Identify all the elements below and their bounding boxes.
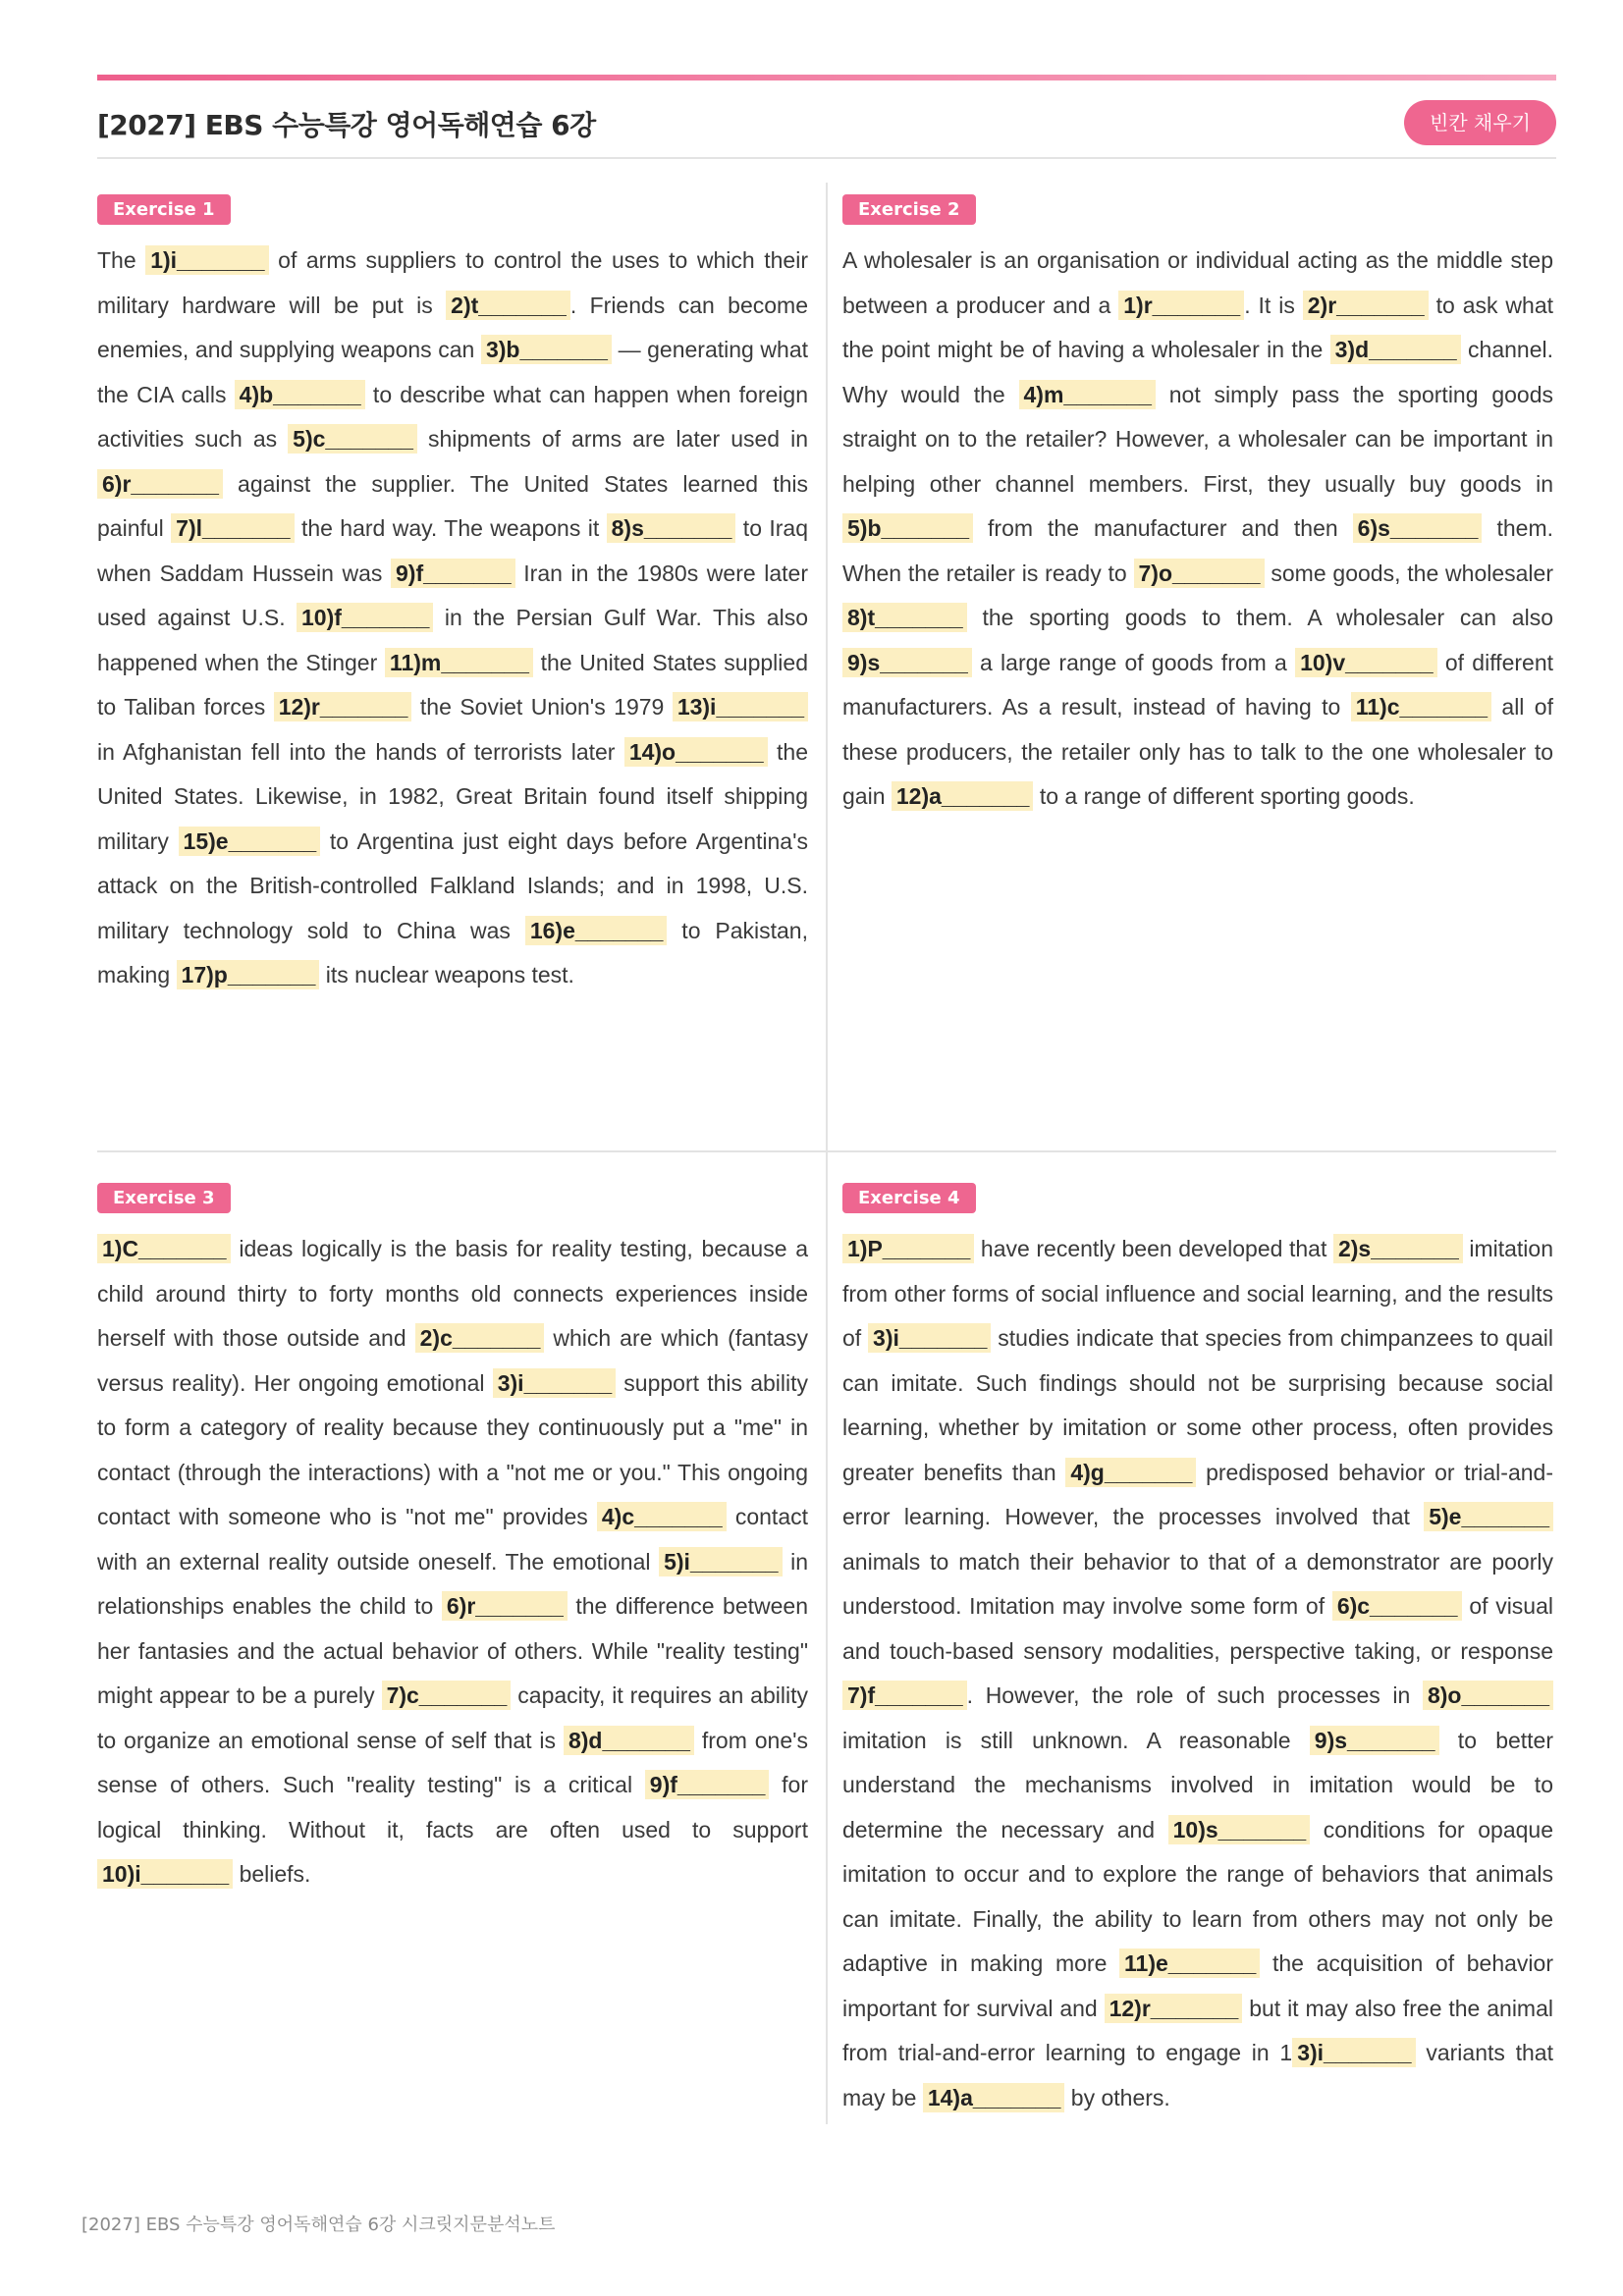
blank-field[interactable]: 14)o_______: [624, 737, 768, 767]
passage-text: imitation is still unknown. A reasonable: [842, 1727, 1310, 1753]
passage-text: conditions for opaque imitation to occur and to explore the range of behaviors that animals can imitate. Finally, the ability to learn from others may not only be adaptive in making more: [842, 1816, 1554, 1976]
blank-field[interactable]: 5)e_______: [1424, 1502, 1553, 1531]
page-footer: [2027] EBS 수능특강 영어독해연습 6강 시크릿지문분석노트: [81, 2215, 556, 2235]
blank-field[interactable]: 9)f_______: [391, 559, 515, 588]
exercise-passage: [842, 239, 1553, 820]
passage-text: A wholesaler is an organisation or individual acting as the middle step between a producer and a: [842, 247, 1553, 318]
blank-field[interactable]: 3)b_______: [481, 335, 612, 364]
passage-text: to Argentina just eight days before Argentina's attack on the British-controlled Falkland Islands; and in 1998, U.S. military technology sold to China was: [97, 828, 808, 943]
passage-text: imitation from other forms of social influence and social learning, and the results of: [842, 1236, 1553, 1351]
blank-field[interactable]: 7)f_______: [842, 1681, 967, 1710]
passage-text: The: [97, 247, 146, 273]
passage-text: from one's sense of others. Such "reality testing" is a critical: [97, 1727, 809, 1797]
blank-field[interactable]: 6)c_______: [1332, 1591, 1462, 1621]
passage-text: have recently been developed that: [974, 1236, 1333, 1261]
blank-field[interactable]: 6)r_______: [97, 469, 223, 499]
blank-field[interactable]: 3)i_______: [1292, 2038, 1415, 2067]
blank-field[interactable]: 10)f_______: [297, 603, 433, 632]
passage-text: Iran in the 1980s were later used against U.S.: [97, 560, 808, 630]
blank-field[interactable]: 2)t_______: [446, 291, 570, 320]
passage-text: predisposed behavior or trial-and-error learning. However, the processes involved that: [842, 1459, 1553, 1529]
blank-field[interactable]: 11)m_______: [385, 648, 533, 677]
passage-text: the United States. Likewise, in 1982, Great Britain found itself shipping military: [97, 738, 808, 854]
blank-field[interactable]: 3)d_______: [1330, 335, 1461, 364]
passage-text: them. When the retailer is ready to: [842, 515, 1553, 586]
passage-text: contact with an external reality outside oneself. The emotional: [97, 1504, 808, 1575]
blank-field[interactable]: 6)s_______: [1353, 513, 1483, 543]
passage-text: support this ability to form a category of reality because they continuously put a "me" in contact (through the interactions) with a "not me or you." This ongoing contact with someone who is "not me" provides: [97, 1369, 808, 1529]
page-title: [2027] EBS 수능특강 영어독해연습 6강: [97, 109, 596, 141]
blank-field[interactable]: 9)f_______: [645, 1770, 770, 1799]
blank-field[interactable]: 11)e_______: [1119, 1949, 1260, 1978]
passage-text: its nuclear weapons test.: [319, 962, 574, 988]
passage-text: the Soviet Union's 1979: [411, 694, 673, 720]
passage-text: not simply pass the sporting goods straight on to the retailer? However, a wholesaler can be important in helping other channel members. First, they usually buy goods in: [842, 381, 1553, 497]
exercise-label: Exercise 3: [97, 1183, 231, 1213]
passage-text: — generating what the CIA calls: [97, 337, 809, 407]
passage-text: from the manufacturer and then: [973, 515, 1353, 541]
fill-blank-tag[interactable]: 빈칸 채우기: [1404, 100, 1556, 145]
blank-field[interactable]: 10)i_______: [97, 1859, 233, 1889]
blank-field[interactable]: 4)b_______: [235, 380, 365, 409]
passage-text: . Friends can become enemies, and supplying weapons can: [97, 292, 808, 362]
blank-field[interactable]: 12)r_______: [1105, 1994, 1243, 2023]
passage-text: some goods, the wholesaler: [1264, 560, 1553, 586]
passage-text: variants that may be: [842, 2040, 1553, 2110]
passage-text: to describe what can happen when foreign activities such as: [97, 381, 808, 452]
column-divider-bottom: [826, 1152, 828, 2124]
blank-field[interactable]: 1)i_______: [145, 245, 268, 275]
blank-field[interactable]: 13)i_______: [673, 692, 808, 721]
blank-field[interactable]: 4)c_______: [597, 1502, 727, 1531]
passage-text: the hard way. The weapons it: [294, 515, 607, 541]
header-divider: [97, 157, 1556, 159]
blank-field[interactable]: 11)c_______: [1351, 692, 1491, 721]
passage-text: by others.: [1064, 2084, 1170, 2110]
passage-text: capacity, it requires an ability to organize an emotional sense of self that is: [97, 1682, 808, 1753]
exercise-passage: [97, 239, 808, 998]
exercise-label: Exercise 2: [842, 194, 976, 225]
blank-field[interactable]: 9)s_______: [842, 648, 972, 677]
blank-field[interactable]: 2)r_______: [1303, 291, 1429, 320]
blank-field[interactable]: 3)i_______: [868, 1323, 991, 1353]
blank-field[interactable]: 7)o_______: [1134, 559, 1265, 588]
blank-field[interactable]: 8)t_______: [842, 603, 967, 632]
blank-field[interactable]: 3)i_______: [493, 1368, 616, 1398]
blank-field[interactable]: 12)a_______: [892, 781, 1034, 811]
blank-field[interactable]: 5)b_______: [842, 513, 973, 543]
blank-field[interactable]: 8)s_______: [607, 513, 736, 543]
blank-field[interactable]: 5)c_______: [288, 424, 417, 454]
passage-text: shipments of arms are later used in: [416, 426, 809, 452]
exercise-passage: [97, 1227, 808, 1897]
passage-text: . However, the role of such processes in: [966, 1682, 1423, 1708]
blank-field[interactable]: 10)s_______: [1168, 1815, 1311, 1844]
blank-field[interactable]: 15)e_______: [179, 827, 321, 856]
passage-text: of different manufacturers. As a result, instead of having to: [842, 649, 1553, 720]
blank-field[interactable]: 7)c_______: [382, 1681, 512, 1710]
blank-field[interactable]: 16)e_______: [525, 916, 668, 945]
exercise-3: [97, 1183, 808, 1897]
passage-text: animals to match their behavior to that of a demonstrator are poorly understood. Imitation may involve some form of: [842, 1548, 1553, 1619]
passage-text: the difference between her fantasies and the actual behavior of others. While "reality testing" might appear to be a purely: [97, 1593, 808, 1708]
passage-text: in Afghanistan fell into the hands of terrorists later: [97, 738, 624, 765]
exercise-2: [842, 194, 1553, 820]
blank-field[interactable]: 2)s_______: [1333, 1234, 1463, 1263]
passage-text: studies indicate that species from chimpanzees to quail can imitate. Such findings should not be surprising because social learning, whether by imitation or some other process, often provides greater benefits than: [842, 1325, 1553, 1485]
exercise-1: [97, 194, 808, 998]
blank-field[interactable]: 17)p_______: [177, 960, 320, 989]
passage-text: beliefs.: [233, 1861, 311, 1887]
passage-text: to better understand the mechanisms involved in imitation would be to determine the necessary and: [842, 1727, 1554, 1842]
blank-field[interactable]: 6)r_______: [442, 1591, 568, 1621]
passage-text: the United States supplied to Taliban forces: [97, 649, 808, 720]
blank-field[interactable]: 7)l_______: [171, 513, 294, 543]
passage-text: all of these producers, the retailer only has to talk to the one wholesaler to gain: [842, 694, 1553, 809]
passage-text: to Pakistan, making: [97, 917, 808, 988]
passage-text: the acquisition of behavior important for survival and: [842, 1950, 1553, 2021]
passage-text: to ask what the point might be of having a wholesaler in the: [842, 292, 1553, 362]
blank-field[interactable]: 2)c_______: [415, 1323, 545, 1353]
blank-field[interactable]: 1)P_______: [842, 1234, 974, 1263]
passage-text: to a range of different sporting goods.: [1033, 783, 1415, 809]
passage-text: the sporting goods to them. A wholesaler can also: [966, 605, 1553, 630]
blank-field[interactable]: 8)d_______: [564, 1726, 694, 1755]
blank-field[interactable]: 4)g_______: [1065, 1458, 1196, 1487]
column-divider-top: [826, 183, 828, 1150]
passage-text: channel. Why would the: [842, 337, 1553, 407]
passage-text: to Iraq when Saddam Hussein was: [97, 515, 809, 586]
passage-text: but it may also free the animal from trial-and-error learning to engage in 1: [842, 1995, 1553, 2065]
passage-text: of arms suppliers to control the uses to which their military hardware will be put is: [97, 247, 808, 318]
exercise-passage: [842, 1227, 1553, 2120]
blank-field[interactable]: 12)r_______: [274, 692, 412, 721]
blank-field[interactable]: 1)r_______: [1118, 291, 1244, 320]
blank-field[interactable]: 8)o_______: [1423, 1681, 1553, 1710]
header-accent-bar: [97, 75, 1556, 80]
passage-text: a large range of goods from a: [971, 649, 1296, 675]
passage-text: ideas logically is the basis for reality testing, because a child around thirty to forty months old connects experiences inside herself with those outside and: [97, 1236, 808, 1351]
exercise-4: [842, 1183, 1553, 2120]
exercise-label: Exercise 4: [842, 1183, 976, 1213]
exercise-label: Exercise 1: [97, 194, 231, 225]
passage-text: which are which (fantasy versus reality). Her ongoing emotional: [97, 1325, 808, 1396]
passage-text: in the Persian Gulf War. This also happened when the Stinger: [97, 605, 808, 675]
blank-field[interactable]: 4)m_______: [1019, 380, 1156, 409]
blank-field[interactable]: 14)a_______: [923, 2083, 1065, 2112]
passage-text: . It is: [1244, 292, 1303, 318]
passage-text: in relationships enables the child to: [97, 1548, 808, 1619]
passage-text: against the supplier. The United States learned this painful: [97, 470, 808, 541]
blank-field[interactable]: 5)i_______: [659, 1547, 782, 1576]
passage-text: of visual and touch-based sensory modalities, perspective taking, or response: [842, 1593, 1554, 1664]
blank-field[interactable]: 10)v_______: [1295, 648, 1437, 677]
blank-field[interactable]: 1)C_______: [97, 1234, 231, 1263]
blank-field[interactable]: 9)s_______: [1310, 1726, 1439, 1755]
passage-text: for logical thinking. Without it, facts are often used to support: [97, 1772, 808, 1842]
